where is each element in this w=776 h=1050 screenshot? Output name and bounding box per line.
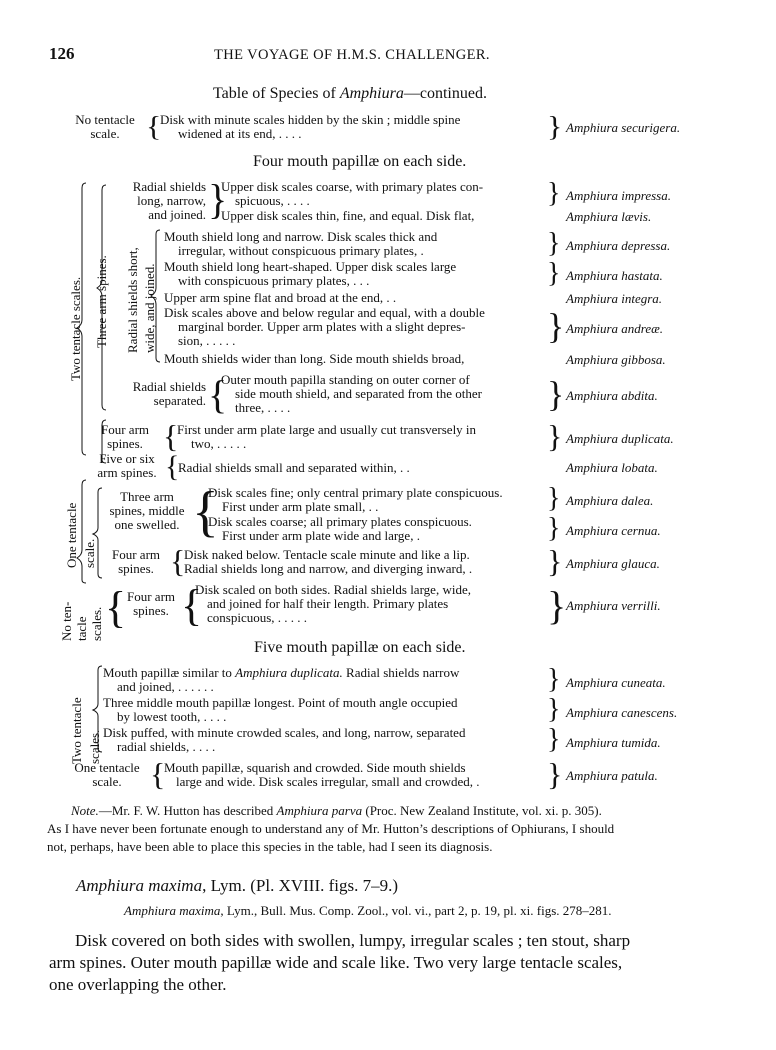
entry-desc-line-2: arm spines. Outer mouth papillæ wide and scale like. Two very large tentacle scales, [49,953,623,972]
brace: { [150,756,166,792]
no-tentacle-label3: scales. [89,606,104,641]
brace: { [208,372,228,417]
row-text: Upper disk scales thin, fine, and equal. Disk flat, [221,208,475,223]
two-tentacle-label2: scales. [87,729,102,764]
brace: } [547,664,561,695]
row-text: Mouth papillæ, squarish and crowded. Side mouth shields large and wide. Disk scales irregular, small and crowded, . [164,760,480,789]
row-text: Mouth shield long and narrow. Disk scales thick and irregular, without conspicuous primary plates, . [164,229,438,258]
no-tentacle-label: No tentacle scale. [75,112,135,141]
brace: } [547,109,563,143]
species-name: Amphiura tumida. [566,735,661,750]
brace: } [547,756,563,792]
brace: { [170,543,186,579]
brace: } [547,374,565,414]
row-text: Mouth shield long heart-shaped. Upper disk scales large with conspicuous primary plates, . . . [164,259,457,288]
entry-desc-line-1: Disk covered on both sides with swollen, lumpy, irregular scales ; ten stout, sharp [75,931,631,950]
wide-joined-label: wide, and joined. [142,263,157,353]
one-tentacle-label: One tentacle [64,502,79,568]
species-name: Amphiura lobata. [566,460,658,475]
row-text: Disk scales above and below regular and equal, with a double marginal border. Upper arm plates with a slight depres- sion, . . . . . [164,305,485,348]
three-arm-spines-label: Three arm spines. [94,255,109,348]
brace: { [181,581,203,630]
row-text: Disk scaled on both sides. Radial shields large, wide, and joined for half their length. Primary plates conspicuous, . . . . . [195,582,471,625]
species-name: Amphiura gibbosa. [566,352,666,367]
row-text: Disk with minute scales hidden by the skin ; middle spine widened at its end, . . . . [160,112,461,141]
row-text: Upper arm spine flat and broad at the end, . . [164,290,397,305]
brace: } [208,175,228,224]
entry-heading: Amphiura maxima, Lym. (Pl. XVIII. figs. 7–9.) [76,876,399,895]
brace: } [547,418,563,454]
species-name: Amphiura glauca. [566,556,660,571]
row-text: Radial shields small and separated within, . . [178,460,410,475]
species-name: Amphiura andreæ. [566,321,664,336]
entry-synonymy: Amphiura maxima, Lym., Bull. Mus. Comp. Zool., vol. vi., part 2, p. 19, pl. xi. figs. 278–281. [124,903,612,918]
brace: { [192,481,219,543]
running-title: THE VOYAGE OF H.M.S. CHALLENGER. [214,47,490,63]
two-tentacle-scales-label: Two tentacle scales. [68,276,83,381]
row-text: Disk puffed, with minute crowded scales, and long, narrow, separated radial shields, . . . . [103,725,466,754]
section-heading: Four mouth papillæ on each side. [253,153,467,170]
table-title: Table of Species of Amphiura—continued. [213,85,487,102]
brace: } [547,228,561,259]
species-name: Amphiura abdita. [566,388,658,403]
three-arm-middle-label: Three arm spines, middle one swelled. [109,489,185,532]
page-number: 126 [49,44,75,63]
no-tentacle-label: No ten- [59,601,74,641]
row-text: Mouth shields wider than long. Side mouth shields broad, [164,351,465,366]
species-name: Amphiura cernua. [566,523,661,538]
row-text: Three middle mouth papillæ longest. Point of mouth angle occupied by lowest tooth, . . . . [103,695,458,724]
row-text: Disk naked below. Tentacle scale minute and like a lip. Radial shields long and narrow, and diverging inward, . [184,547,473,576]
row-text: Disk scales coarse; all primary plates conspicuous. First under arm plate wide and large, . [208,514,472,543]
brace: } [547,724,561,755]
four-arm-label: Four arm spines. [100,422,150,451]
species-name: Amphiura depressa. [566,238,671,253]
radial-long-label: Radial shields long, narrow, and joined. [132,179,206,222]
note-line-2: As I have never been fortunate enough to understand any of Mr. Hutton’s descriptions of Ophiurans, I should [47,821,615,836]
row-text: Outer mouth papilla standing on outer corner of side mouth shield, and separated from the other three, . . . . [221,372,482,415]
row-text: Upper disk scales coarse, with primary plates con- spicuous, . . . . [221,179,484,208]
species-name: Amphiura canescens. [566,705,678,720]
section-heading: Five mouth papillæ on each side. [254,639,466,656]
two-tentacle-label: Two tentacle [69,697,84,764]
brace: } [547,583,567,628]
radial-separated-label: Radial shields separated. [132,379,206,408]
five-six-label: Five or six arm spines. [97,451,157,480]
species-name: Amphiura duplicata. [566,431,674,446]
brace: { [163,418,179,454]
species-name: Amphiura hastata. [566,268,663,283]
row-text: Disk scales fine; only central primary plate conspicuous. First under arm plate small, . . [208,485,503,514]
species-name: Amphiura impressa. [566,188,671,203]
entry-desc-line-3: one overlapping the other. [49,975,227,994]
bracket-two-tentacle [90,664,104,756]
row-text: Mouth papillæ similar to Amphiura duplicata. Radial shields narrow and joined, . . . . . . [103,665,460,694]
brace: } [547,543,563,579]
note-line-3: not, perhaps, have been able to place this species in the table, had I seen its diagnosis. [47,839,493,854]
bracket-inner [148,228,162,368]
radial-short-label: Radial shields short, [125,247,140,353]
four-arm-label: Four arm spines. [126,589,176,618]
species-name: Amphiura integra. [566,291,663,306]
brace: { [146,109,162,143]
brace: } [547,694,561,725]
brace: } [547,258,561,289]
brace: } [547,483,561,514]
row-text: First under arm plate large and usually cut transversely in two, . . . . . [177,422,477,451]
note-line-1: Note.—Mr. F. W. Hutton has described Amphiura parva (Proc. New Zealand Institute, vol. xi. p. 305). [71,803,602,818]
species-name: Amphiura cuneata. [566,675,666,690]
brace: } [547,513,561,544]
no-tentacle-label2: tacle [74,616,89,641]
species-name: Amphiura verrilli. [566,598,661,613]
brace: { [165,450,180,483]
species-name: Amphiura lævis. [566,209,652,224]
species-name: Amphiura dalea. [566,493,654,508]
one-tentacle-label2: scale. [82,538,97,568]
species-name: Amphiura securigera. [566,120,681,135]
brace: } [547,178,561,209]
one-tentacle-label: One tentacle scale. [74,760,140,789]
brace: { [105,583,127,632]
species-name: Amphiura patula. [566,768,658,783]
four-arm-label: Four arm spines. [111,547,161,576]
brace: } [547,306,565,346]
